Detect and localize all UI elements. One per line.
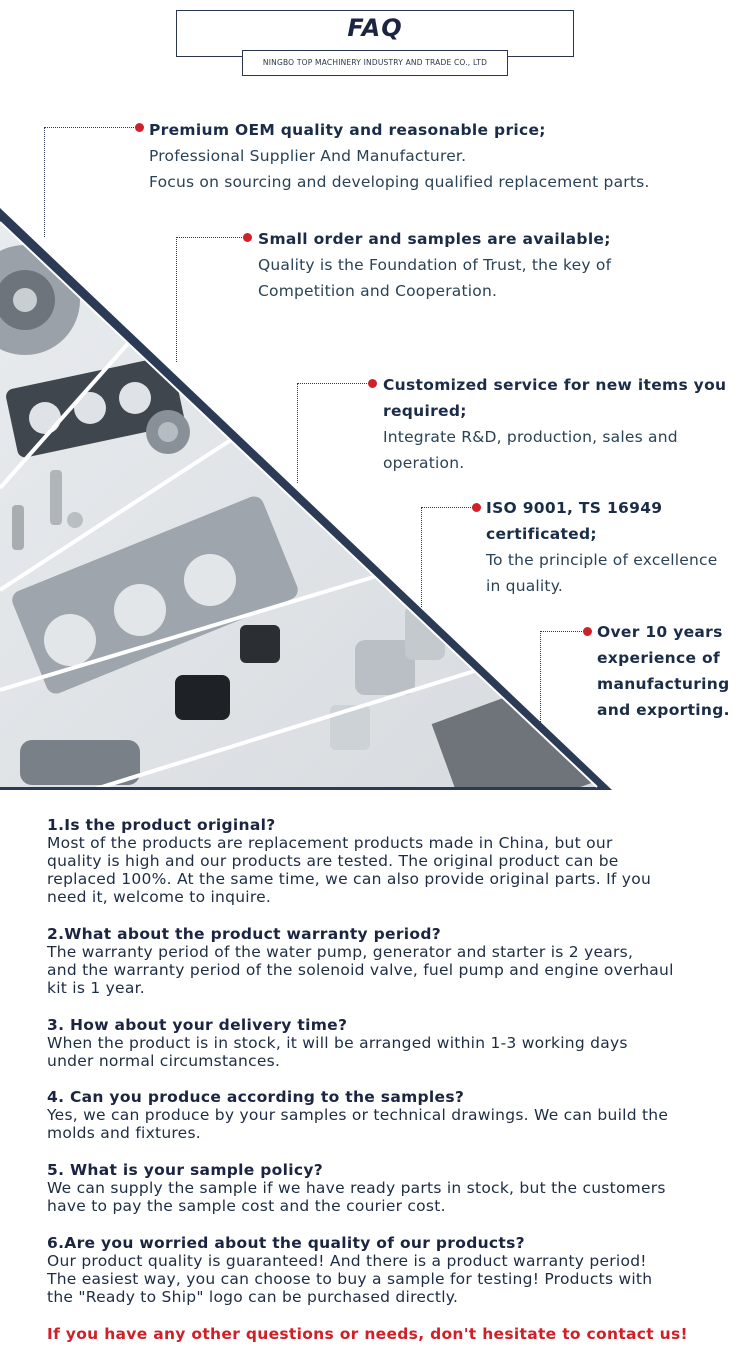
faq-answer: and the warranty period of the solenoid valve, fuel pump and engine overhaul [47,961,674,979]
connector-line [44,127,45,237]
connector-line [297,383,369,384]
page-title: FAQ [347,14,403,42]
feature-text: Professional Supplier And Manufacturer. [149,147,467,165]
feature-title: experience of [597,649,721,667]
bullet-icon [135,123,144,132]
faq-question: 1.Is the product original? [47,816,276,834]
feature-title: Customized service for new items you [383,376,727,394]
bullet-icon [368,379,377,388]
feature-3 [383,372,743,476]
faq-answer: Our product quality is guaranteed! And there is a product warranty period! [47,1252,647,1270]
faq-question: 2.What about the product warranty period? [47,925,442,943]
crankshaft-part [20,740,140,785]
faq-item-2 [47,925,737,997]
connector-line [421,507,422,607]
feature-title: ISO 9001, TS 16949 [486,499,663,517]
faq-question: 6.Are you worried about the quality of our products? [47,1234,525,1252]
feature-text: operation. [383,454,465,472]
connector-line [297,383,298,483]
feature-2 [258,226,738,304]
connector-line [421,507,473,508]
faq-answer: The easiest way, you can choose to buy a sample for testing! Products with [47,1270,653,1288]
faq-item-3 [47,1016,737,1070]
bullet-icon [472,503,481,512]
feature-title: and exporting. [597,701,730,719]
feature-text: Competition and Cooperation. [258,282,498,300]
company-name: NINGBO TOP MACHINERY INDUSTRY AND TRADE CO., LTD [242,50,508,76]
faq-answer: Yes, we can produce by your samples or technical drawings. We can build the [47,1106,669,1124]
faq-answer: under normal circumstances. [47,1052,281,1070]
faq-item-6 [47,1234,737,1306]
faq-answer: quality is high and our products are tested. The original product can be [47,852,619,870]
connector-line [44,127,136,128]
feature-4 [486,495,746,599]
faq-answer: replaced 100%. At the same time, we can also provide original parts. If you [47,870,652,888]
faq-answer: When the product is in stock, it will be arranged within 1-3 working days [47,1034,628,1052]
connector-line [540,631,541,726]
feature-title: required; [383,402,467,420]
feature-title: certificated; [486,525,597,543]
faq-question: 5. What is your sample policy? [47,1161,324,1179]
connector-line [540,631,584,632]
faq-answer: the "Ready to Ship" logo can be purchased directly. [47,1288,459,1306]
connector-line [176,237,177,362]
faq-answer: We can supply the sample if we have ready parts in stock, but the customers [47,1179,666,1197]
faq-answer: Most of the products are replacement products made in China, but our [47,834,613,852]
feature-title: Small order and samples are available; [258,230,611,248]
faq-answer: need it, welcome to inquire. [47,888,272,906]
contact-cta-text: If you have any other questions or needs, don't hesitate to contact us! [47,1325,688,1343]
faq-item-5 [47,1161,737,1215]
piston-pin-part [50,470,62,525]
faq-answer: molds and fixtures. [47,1124,201,1142]
feature-text: Quality is the Foundation of Trust, the key of [258,256,612,274]
feature-1 [149,117,739,195]
faq-item-4 [47,1088,737,1142]
feature-text: To the principle of excellence [486,551,718,569]
feature-text: Integrate R&D, production, sales and [383,428,678,446]
feature-title: manufacturing [597,675,730,693]
faq-answer: kit is 1 year. [47,979,145,997]
bullet-icon [583,627,592,636]
connector-line [176,237,244,238]
faq-item-1 [47,816,737,906]
feature-title: Premium OEM quality and reasonable price; [149,121,546,139]
faq-answer: The warranty period of the water pump, generator and starter is 2 years, [47,943,634,961]
feature-title: Over 10 years [597,623,723,641]
feature-text: Focus on sourcing and developing qualified replacement parts. [149,173,650,191]
faq-question: 3. How about your delivery time? [47,1016,348,1034]
faq-answer: have to pay the sample cost and the courier cost. [47,1197,446,1215]
feature-5 [597,619,747,723]
faq-question: 4. Can you produce according to the samples? [47,1088,465,1106]
feature-text: in quality. [486,577,563,595]
bullet-icon [243,233,252,242]
solenoid-part [240,625,280,663]
